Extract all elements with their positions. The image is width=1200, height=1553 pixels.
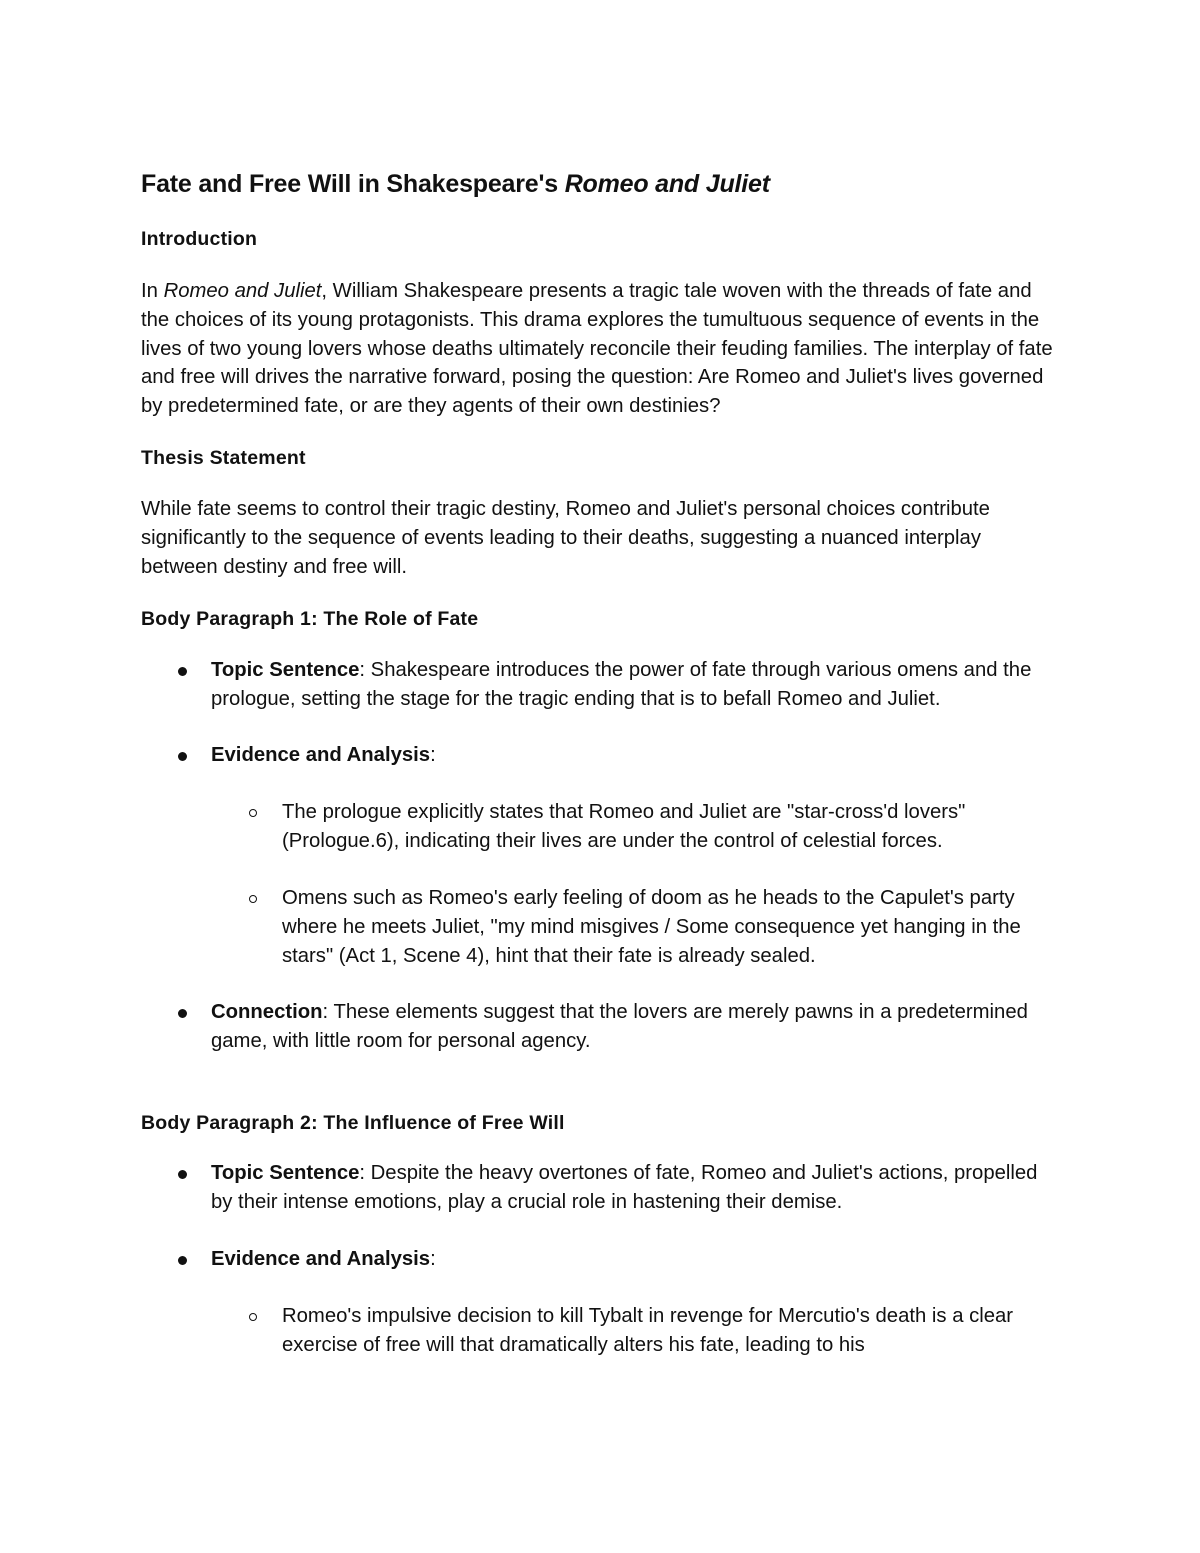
title-main: Fate and Free Will in Shakespeare's (141, 170, 565, 198)
bullet-dot-icon (178, 752, 187, 761)
introduction-heading: Introduction (141, 228, 258, 250)
introduction-paragraph (141, 277, 1061, 421)
body1-topic-text: : Shakespeare introduces the power of fate through various omens and the prologue, setting the stage for the tragic ending that is to befall Romeo and Juliet. (211, 659, 1032, 710)
body1-connection-text: : These elements suggest that the lovers are merely pawns in a predetermined game, with little room for personal agency. (211, 1001, 1028, 1052)
body1-connection-label: Connection (211, 1001, 323, 1023)
body2-topic-label: Topic Sentence (211, 1162, 360, 1184)
body2-evidence-colon: : (430, 1248, 436, 1270)
body2-evidence-item-1: Romeo's impulsive decision to kill Tybalt in revenge for Mercutio's death is a clear exercise of free will that dramatically alters his fate, leading to his (282, 1305, 1014, 1356)
bullet-ring-icon (249, 809, 257, 817)
bullet-dot-icon (178, 1170, 187, 1179)
body2-topic-sentence (211, 1159, 1061, 1217)
body1-evidence-heading (211, 741, 1061, 770)
intro-lead: In (141, 280, 164, 302)
body1-topic-label: Topic Sentence (211, 659, 360, 681)
body1-heading: Body Paragraph 1: The Role of Fate (141, 608, 479, 630)
body1-evidence-label: Evidence and Analysis (211, 744, 431, 766)
intro-text: , William Shakespeare presents a tragic tale woven with the threads of fate and the choices of its young protagonists. This drama explores the tumultuous sequence of events in the lives of two young lovers whose deaths ultimately reconcile their feuding families. The interplay of fate and free will drives the narrative forward, posing the question: Are Romeo and Juliet's lives governed by predetermined fate, or are they agents of their own destinies? (141, 280, 1053, 418)
body1-evidence-colon: : (430, 744, 436, 766)
body1-evidence-item-1: The prologue explicitly states that Romeo and Juliet are "star-cross'd lovers" (Prologue.6), indicating their lives are under the control of celestial forces. (282, 801, 966, 852)
thesis-heading: Thesis Statement (141, 447, 306, 469)
body1-topic-sentence (211, 656, 1061, 714)
bullet-dot-icon (178, 667, 187, 676)
document-title (141, 168, 1081, 200)
title-italic: Romeo and Juliet (564, 170, 770, 198)
bullet-dot-icon (178, 1009, 187, 1018)
intro-italic-title: Romeo and Juliet (163, 280, 322, 302)
bullet-ring-icon (249, 895, 257, 903)
body2-topic-text: : Despite the heavy overtones of fate, Romeo and Juliet's actions, propelled by their intense emotions, play a crucial role in hastening their demise. (211, 1162, 1038, 1213)
body1-evidence-item-2: Omens such as Romeo's early feeling of doom as he heads to the Capulet's party where he meets Juliet, "my mind misgives / Some consequence yet hanging in the stars" (Act 1, Scene 4), hint that their fate is already sealed. (282, 887, 1021, 967)
bullet-ring-icon (249, 1313, 257, 1321)
thesis-paragraph: While fate seems to control their tragic destiny, Romeo and Juliet's personal choices contribute significantly to the sequence of events leading to their deaths, suggesting a nuanced interplay between destiny and free will. (141, 498, 990, 578)
bullet-dot-icon (178, 1256, 187, 1265)
body1-connection (211, 998, 1061, 1056)
body2-evidence-label: Evidence and Analysis (211, 1248, 431, 1270)
body2-heading: Body Paragraph 2: The Influence of Free Will (141, 1112, 565, 1134)
body2-evidence-heading (211, 1245, 1061, 1274)
